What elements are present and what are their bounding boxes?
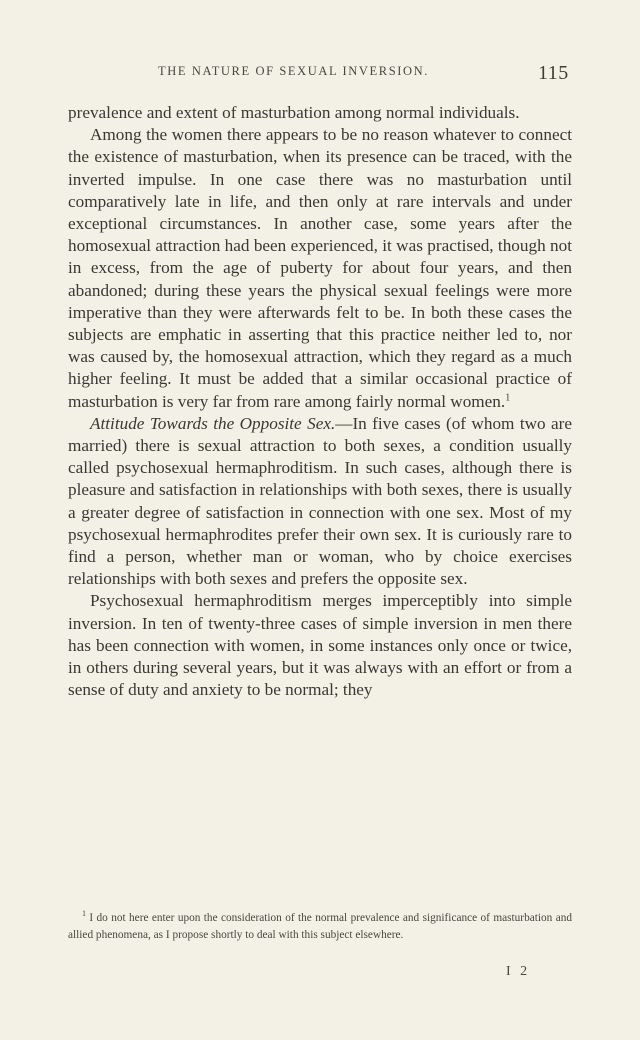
paragraph-hermaphroditism: Psychosexual hermaphroditism merges imperceptibly into simple inversion. In ten of twenty-three cases of simple inversion in men there has been connection with women, in some instances only once or twice, in others during several years, but it was always with an effort or from a sense of duty and anxiety to be normal; they bbox=[68, 591, 572, 700]
paragraph-attitude-opposite-sex bbox=[68, 413, 572, 591]
paragraph-masturbation-women bbox=[68, 124, 572, 413]
footnote-text: I do not here enter upon the consideration of the normal prevalence and significance of masturbation and allied phenomena, as I propose shortly to deal with this subject elsewhere. bbox=[68, 912, 573, 941]
paragraph-continuation: prevalence and extent of masturbation among normal individuals. bbox=[68, 103, 520, 122]
signature-mark: I 2 bbox=[506, 964, 531, 979]
running-head: THE NATURE OF SEXUAL INVERSION. bbox=[158, 64, 430, 78]
footnote-mark: 1 bbox=[82, 909, 86, 919]
body-text bbox=[68, 102, 572, 701]
page-number: 115 bbox=[538, 62, 569, 84]
footnote bbox=[68, 910, 572, 944]
section-heading: Attitude Towards the Opposite Sex. bbox=[90, 413, 336, 433]
paragraph-text: Among the women there appears to be no reason whatever to connect the existence of masturbation, when its presence can be traced, with the inverted impulse. In one case there was no masturbation until comparatively late in life, and then only at rare intervals and under exceptional circumstances. In another case, some years after the homosexual attraction had been experienced, it was practised, though not in excess, from the age of puberty for about four years, and then abandoned; during these years the physical sexual feelings were more imperative than they were afterwards felt to be. In both these cases the subjects are emphatic in asserting that this practice neither led to, nor was caused by, the homosexual attraction, which they regard as a much higher feeling. It must be added that a similar occasional practice of masturbation is very far from rare among fairly normal women. bbox=[68, 125, 572, 411]
footnote-reference: 1 bbox=[505, 391, 511, 403]
paragraph-text: —In five cases (of whom two are married) there is sexual attraction to both sexes, a condition usually called psychosexual hermaphroditism. In such cases, although there is pleasure and satisfaction in relationships with both sexes, there is usually a greater degree of satisfaction in connection with one sex. Most of my psychosexual hermaphrodites prefer their own sex. It is curiously rare to find a person, whether man or woman, who by choice exercises relationships with both sexes and prefers the opposite sex. bbox=[68, 413, 572, 589]
